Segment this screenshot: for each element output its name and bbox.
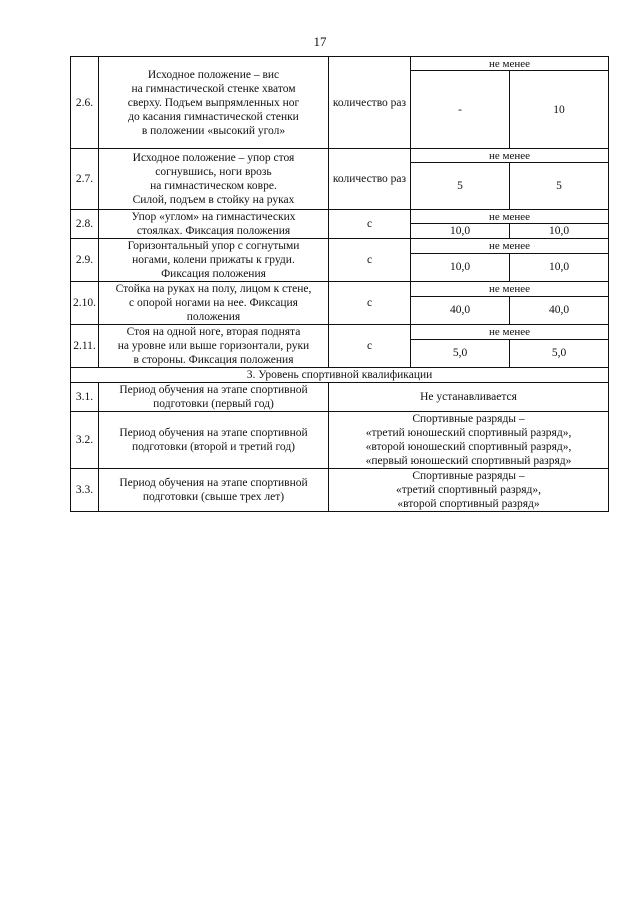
text-line: Период обучения на этапе спортивной (119, 384, 308, 396)
table-row (71, 210, 609, 224)
text-line: Фиксация положения (161, 268, 266, 280)
row-number: 2.7. (71, 149, 99, 210)
row-number: 2.6. (71, 57, 99, 149)
text-line: на уровне или выше горизонтали, руки (117, 340, 310, 352)
text-line: «второй спортивный разряд» (397, 498, 540, 510)
not-less-header: не менее (411, 239, 609, 254)
value-boys: 10,0 (411, 224, 510, 239)
text-line: Период обучения на этапе спортивной (119, 427, 308, 439)
text-line: в стороны. Фиксация положения (133, 354, 294, 366)
text-line: с опорой ногами на нее. Фиксация (129, 297, 298, 309)
text-line: Силой, подъем в стойку на руках (132, 194, 295, 206)
text-line: в положении «высокий угол» (141, 124, 286, 137)
text-line: Стойка на руках на полу, лицом к стене, (115, 283, 312, 295)
section-row (71, 368, 609, 383)
table-row (71, 325, 609, 340)
exercise-name (99, 325, 329, 368)
text-line: «первый юношеский спортивный разряд» (365, 455, 572, 467)
exercise-name (99, 149, 329, 210)
period-name (99, 383, 329, 412)
row-number: 2.9. (71, 239, 99, 282)
value-girls: 5 (510, 163, 609, 210)
text-line: положения (186, 311, 241, 323)
not-less-header: не менее (411, 57, 609, 71)
row-number: 2.11. (71, 325, 99, 368)
table-row (71, 57, 609, 71)
not-less-header: не менее (411, 282, 609, 297)
text-line: «третий юношеский спортивный разряд», (365, 427, 572, 439)
value-girls: 10,0 (510, 253, 609, 281)
value-girls: 10,0 (510, 224, 609, 239)
value-boys: 5 (411, 163, 510, 210)
page-number: 17 (313, 34, 327, 49)
text-line: Спортивные разряды – (412, 413, 525, 425)
text-line: подготовки (первый год) (153, 398, 274, 410)
value-girls: 10 (510, 71, 609, 149)
table-row (71, 149, 609, 163)
row-number: 2.10. (71, 282, 99, 325)
text-line: Исходное положение – вис (147, 68, 280, 81)
row-number: 3.3. (71, 469, 99, 512)
text-line: «третий спортивный разряд», (395, 484, 542, 496)
norms-table (70, 56, 609, 512)
text-line: Горизонтальный упор с согнутыми (127, 240, 300, 252)
text-line: Период обучения на этапе спортивной (119, 477, 308, 489)
unit-cell: с (329, 282, 411, 325)
unit-cell: с (329, 239, 411, 282)
qualification-row (71, 469, 609, 512)
unit-cell: количество раз (329, 149, 411, 210)
unit-cell: с (329, 210, 411, 239)
row-number: 3.2. (71, 412, 99, 469)
text-line: сверху. Подъем выпрямленных ног (127, 96, 300, 109)
period-name (99, 469, 329, 512)
text-line: Спортивные разряды – (412, 470, 525, 482)
value-boys: 40,0 (411, 296, 510, 324)
text-line: ногами, колени прижаты к груди. (132, 254, 295, 266)
text-line: Исходное положение – упор стоя (132, 152, 295, 164)
text-line: Стоя на одной ноге, вторая поднята (126, 326, 301, 338)
qualification-row (71, 383, 609, 412)
table-row (71, 282, 609, 297)
row-number: 3.1. (71, 383, 99, 412)
exercise-name (99, 210, 329, 239)
value-girls: 40,0 (510, 296, 609, 324)
value-boys: 5,0 (411, 339, 510, 367)
text-line: стоялках. Фиксация положения (136, 225, 291, 237)
not-less-header: не менее (411, 210, 609, 224)
text-line: «второй юношеский спортивный разряд», (365, 441, 572, 453)
text-line: на гимнастическом ковре. (150, 180, 277, 192)
not-less-header: не менее (411, 149, 609, 163)
row-number: 2.8. (71, 210, 99, 239)
text-line: Упор «углом» на гимнастических (131, 211, 296, 223)
not-less-header: не менее (411, 325, 609, 340)
value-girls: 5,0 (510, 339, 609, 367)
section-title: 3. Уровень спортивной квалификации (71, 368, 609, 383)
text-line: подготовки (второй и третий год) (131, 441, 296, 453)
value-boys: 10,0 (411, 253, 510, 281)
text-line: Не устанавливается (420, 391, 517, 403)
unit-cell: количество раз (329, 57, 411, 149)
period-name (99, 412, 329, 469)
qualification-value (329, 412, 609, 469)
text-line: подготовки (свыше трех лет) (142, 491, 285, 503)
text-line: на гимнастической стенке хватом (131, 82, 296, 95)
text-line: до касания гимнастической стенки (128, 110, 299, 123)
value-boys: - (411, 71, 510, 149)
qualification-row (71, 412, 609, 469)
table-row (71, 239, 609, 254)
text-line: согнувшись, ноги врозь (155, 166, 272, 178)
qualification-value (329, 469, 609, 512)
exercise-name (99, 282, 329, 325)
unit-cell: с (329, 325, 411, 368)
exercise-name (99, 239, 329, 282)
exercise-name (99, 57, 329, 149)
qualification-value (329, 383, 609, 412)
